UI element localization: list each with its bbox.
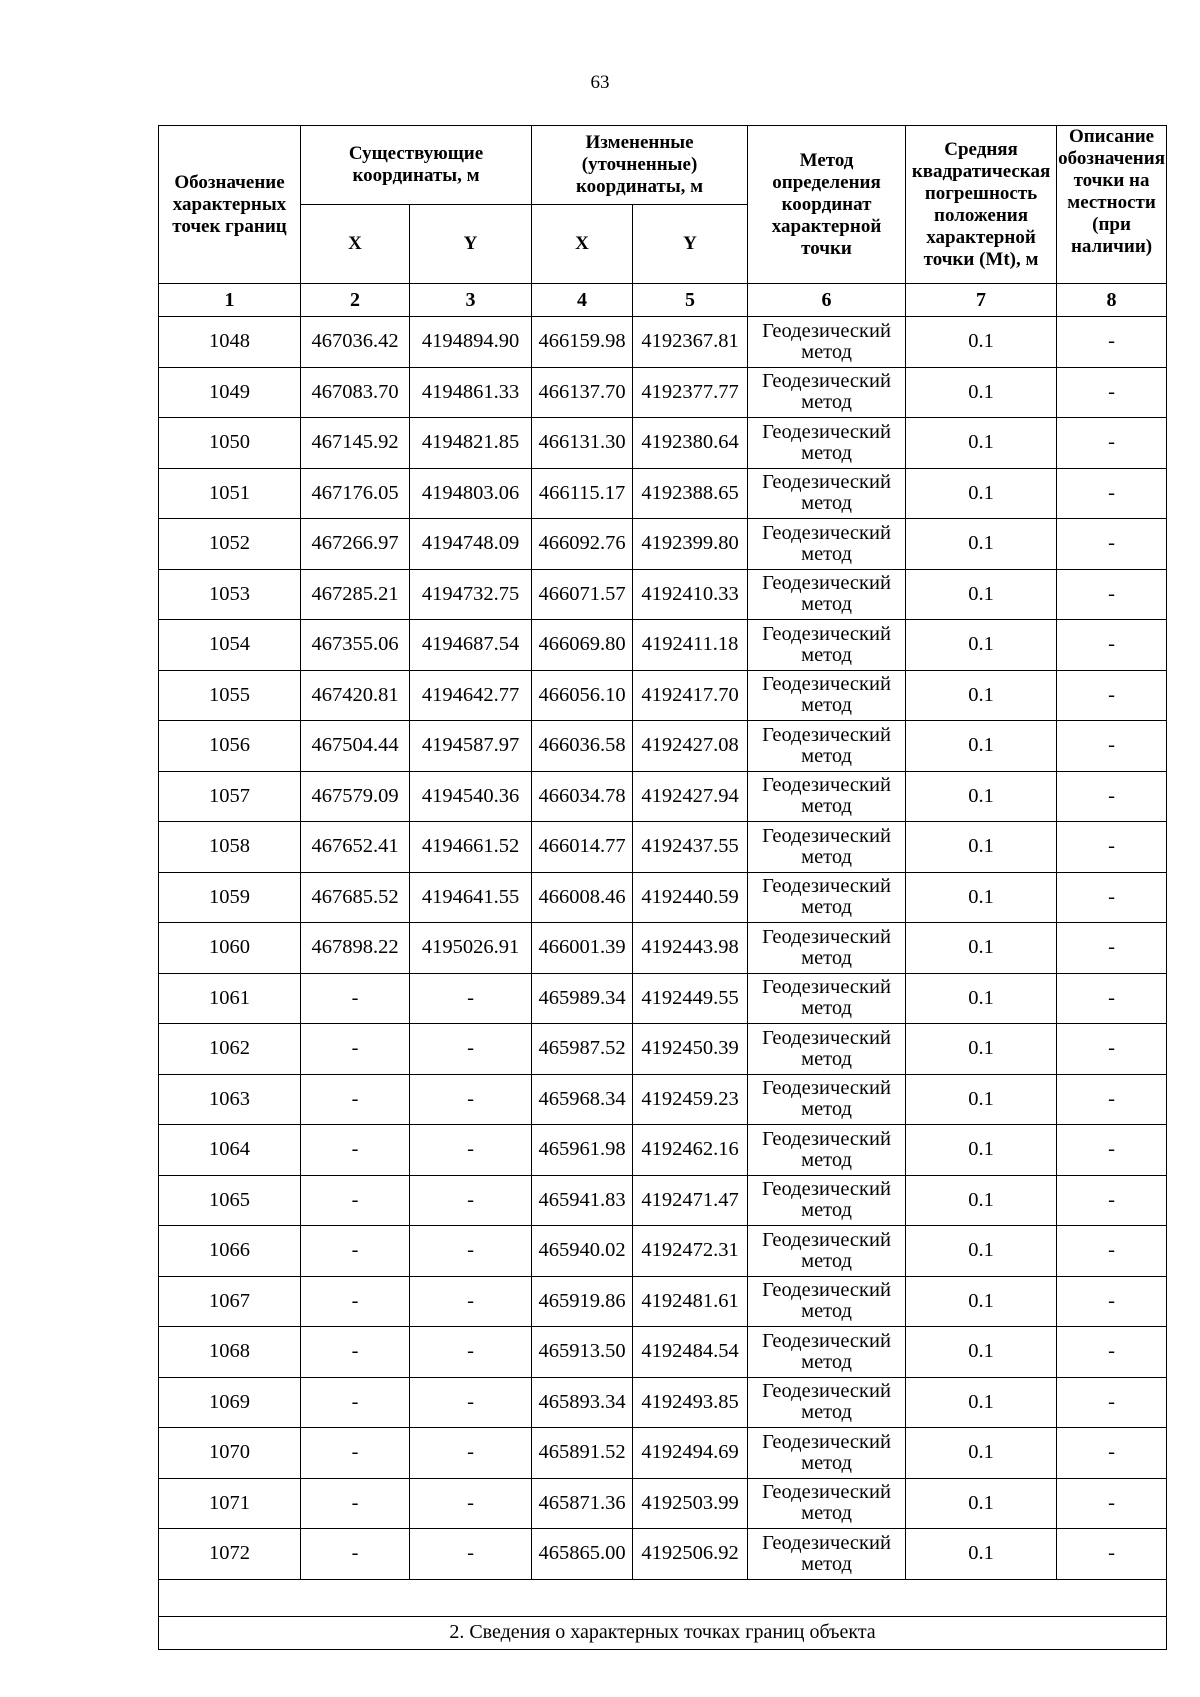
cell-error: 0.1 [906, 1478, 1057, 1529]
cell-point: 1060 [159, 923, 301, 974]
table-row [159, 1125, 1167, 1176]
cell-changed-x: 466056.10 [532, 670, 633, 721]
cell-error: 0.1 [906, 822, 1057, 873]
cell-changed-y: 4192427.08 [633, 721, 748, 772]
cell-method: Геодезический метод [748, 1276, 906, 1327]
cell-existing-y: - [410, 1478, 532, 1529]
cell-point: 1051 [159, 468, 301, 519]
header-error [906, 126, 1057, 284]
page-number: 63 [590, 72, 610, 93]
cell-error: 0.1 [906, 1377, 1057, 1428]
header-y1: Y [410, 205, 532, 284]
cell-description: - [1057, 923, 1167, 974]
cell-method: Геодезический метод [748, 872, 906, 923]
cell-changed-y: 4192380.64 [633, 418, 748, 469]
cell-changed-x: 465893.34 [532, 1377, 633, 1428]
cell-description: - [1057, 468, 1167, 519]
cell-existing-y: - [410, 1327, 532, 1378]
cell-existing-y: 4194587.97 [410, 721, 532, 772]
empty-cell [159, 1579, 1167, 1616]
cell-error: 0.1 [906, 367, 1057, 418]
cell-changed-x: 465989.34 [532, 973, 633, 1024]
cell-description: - [1057, 1428, 1167, 1479]
cell-changed-x: 466008.46 [532, 872, 633, 923]
cell-existing-x: 467685.52 [301, 872, 410, 923]
table-row [159, 1478, 1167, 1529]
cell-existing-x: 467504.44 [301, 721, 410, 772]
boundary-points-table [158, 125, 1167, 1650]
cell-changed-y: 4192399.80 [633, 519, 748, 570]
header-x1: X [301, 205, 410, 284]
cell-existing-y: 4194641.55 [410, 872, 532, 923]
cell-method: Геодезический метод [748, 1175, 906, 1226]
cell-method: Геодезический метод [748, 1529, 906, 1580]
cell-existing-x: 467083.70 [301, 367, 410, 418]
cell-changed-x: 465941.83 [532, 1175, 633, 1226]
cell-existing-x: - [301, 973, 410, 1024]
cell-existing-y: - [410, 1125, 532, 1176]
cell-changed-x: 465968.34 [532, 1074, 633, 1125]
cell-changed-y: 4192503.99 [633, 1478, 748, 1529]
cell-changed-x: 466069.80 [532, 620, 633, 671]
cell-changed-x: 466071.57 [532, 569, 633, 620]
cell-existing-x: - [301, 1074, 410, 1125]
cell-method: Геодезический метод [748, 1024, 906, 1075]
cell-existing-x: - [301, 1125, 410, 1176]
table-row [159, 1327, 1167, 1378]
cell-existing-y: - [410, 973, 532, 1024]
table-row [159, 1428, 1167, 1479]
cell-changed-x: 466092.76 [532, 519, 633, 570]
table-row [159, 923, 1167, 974]
cell-description: - [1057, 973, 1167, 1024]
header-x2: X [532, 205, 633, 284]
cell-point: 1056 [159, 721, 301, 772]
header-row-main [159, 126, 1167, 205]
table-row [159, 317, 1167, 368]
table-row [159, 1024, 1167, 1075]
cell-error: 0.1 [906, 1276, 1057, 1327]
table-row [159, 771, 1167, 822]
cell-existing-x: 467176.05 [301, 468, 410, 519]
cell-existing-x: - [301, 1478, 410, 1529]
cell-method: Геодезический метод [748, 569, 906, 620]
cell-description: - [1057, 418, 1167, 469]
cell-method: Геодезический метод [748, 468, 906, 519]
cell-changed-y: 4192471.47 [633, 1175, 748, 1226]
cell-description: - [1057, 1276, 1167, 1327]
cell-existing-y: - [410, 1529, 532, 1580]
cell-changed-y: 4192506.92 [633, 1529, 748, 1580]
cell-existing-y: 4194642.77 [410, 670, 532, 721]
table-row [159, 670, 1167, 721]
cell-existing-y: 4194540.36 [410, 771, 532, 822]
cell-existing-x: 467145.92 [301, 418, 410, 469]
cell-method: Геодезический метод [748, 1428, 906, 1479]
header-method-label: Метод определения координат характерной точки [771, 149, 882, 259]
table-row [159, 822, 1167, 873]
cell-existing-x: 467420.81 [301, 670, 410, 721]
cell-changed-y: 4192367.81 [633, 317, 748, 368]
cell-changed-y: 4192377.77 [633, 367, 748, 418]
cell-error: 0.1 [906, 1074, 1057, 1125]
cell-error: 0.1 [906, 1529, 1057, 1580]
cell-method: Геодезический метод [748, 1478, 906, 1529]
cell-point: 1048 [159, 317, 301, 368]
cell-changed-y: 4192427.94 [633, 771, 748, 822]
cell-error: 0.1 [906, 569, 1057, 620]
column-number: 8 [1057, 284, 1167, 317]
cell-point: 1052 [159, 519, 301, 570]
cell-error: 0.1 [906, 468, 1057, 519]
cell-changed-y: 4192417.70 [633, 670, 748, 721]
cell-existing-x: - [301, 1276, 410, 1327]
cell-existing-y: 4195026.91 [410, 923, 532, 974]
cell-error: 0.1 [906, 1226, 1057, 1277]
cell-changed-y: 4192410.33 [633, 569, 748, 620]
cell-description: - [1057, 1377, 1167, 1428]
cell-point: 1049 [159, 367, 301, 418]
cell-description: - [1057, 670, 1167, 721]
header-description [1057, 126, 1167, 284]
cell-changed-y: 4192388.65 [633, 468, 748, 519]
cell-existing-y: 4194661.52 [410, 822, 532, 873]
table-row [159, 1377, 1167, 1428]
cell-existing-x: - [301, 1175, 410, 1226]
table-row [159, 1529, 1167, 1580]
table-row [159, 1175, 1167, 1226]
cell-description: - [1057, 367, 1167, 418]
cell-error: 0.1 [906, 1024, 1057, 1075]
table-row [159, 468, 1167, 519]
cell-description: - [1057, 721, 1167, 772]
cell-point: 1054 [159, 620, 301, 671]
table-row [159, 367, 1167, 418]
cell-changed-x: 465961.98 [532, 1125, 633, 1176]
cell-description: - [1057, 1125, 1167, 1176]
table-row [159, 620, 1167, 671]
cell-method: Геодезический метод [748, 367, 906, 418]
cell-point: 1071 [159, 1478, 301, 1529]
cell-description: - [1057, 1074, 1167, 1125]
cell-existing-y: - [410, 1276, 532, 1327]
column-number: 4 [532, 284, 633, 317]
table-row [159, 519, 1167, 570]
cell-existing-x: 467579.09 [301, 771, 410, 822]
header-point-label: Обозначение характерных точек границ [172, 171, 287, 237]
cell-method: Геодезический метод [748, 973, 906, 1024]
cell-existing-y: - [410, 1428, 532, 1479]
cell-description: - [1057, 872, 1167, 923]
cell-error: 0.1 [906, 1125, 1057, 1176]
cell-changed-x: 466131.30 [532, 418, 633, 469]
cell-point: 1055 [159, 670, 301, 721]
cell-method: Геодезический метод [748, 418, 906, 469]
cell-changed-y: 4192472.31 [633, 1226, 748, 1277]
cell-changed-x: 466034.78 [532, 771, 633, 822]
cell-existing-y: - [410, 1226, 532, 1277]
cell-existing-y: - [410, 1377, 532, 1428]
cell-description: - [1057, 1226, 1167, 1277]
header-description-label: Описание обозначения точки на местности (при наличии) [1058, 126, 1165, 257]
cell-point: 1059 [159, 872, 301, 923]
cell-changed-y: 4192450.39 [633, 1024, 748, 1075]
header-y2: Y [633, 205, 748, 284]
cell-changed-y: 4192494.69 [633, 1428, 748, 1479]
cell-error: 0.1 [906, 418, 1057, 469]
table-row [159, 1276, 1167, 1327]
cell-changed-x: 465891.52 [532, 1428, 633, 1479]
cell-description: - [1057, 569, 1167, 620]
header-description-clip [1057, 126, 1166, 282]
cell-existing-x: 467266.97 [301, 519, 410, 570]
cell-changed-x: 465871.36 [532, 1478, 633, 1529]
cell-existing-x: 467355.06 [301, 620, 410, 671]
cell-point: 1072 [159, 1529, 301, 1580]
cell-existing-x: - [301, 1226, 410, 1277]
cell-point: 1057 [159, 771, 301, 822]
header-error-label: Средняя квадратическая погрешность положения характерной точки (Mt), м [911, 138, 1051, 270]
header-changed-label: Измененные (уточненные) координаты, м [575, 132, 704, 197]
section-note: 2. Сведения о характерных точках границ объекта [159, 1616, 1167, 1649]
cell-point: 1069 [159, 1377, 301, 1428]
cell-description: - [1057, 317, 1167, 368]
cell-description: - [1057, 620, 1167, 671]
column-number: 1 [159, 284, 301, 317]
header-changed [532, 126, 748, 205]
cell-changed-y: 4192493.85 [633, 1377, 748, 1428]
cell-changed-y: 4192462.16 [633, 1125, 748, 1176]
cell-error: 0.1 [906, 872, 1057, 923]
cell-changed-y: 4192481.61 [633, 1276, 748, 1327]
column-number: 6 [748, 284, 906, 317]
cell-changed-y: 4192437.55 [633, 822, 748, 873]
cell-method: Геодезический метод [748, 670, 906, 721]
cell-changed-y: 4192484.54 [633, 1327, 748, 1378]
cell-point: 1066 [159, 1226, 301, 1277]
cell-method: Геодезический метод [748, 1377, 906, 1428]
cell-changed-x: 466115.17 [532, 468, 633, 519]
cell-point: 1058 [159, 822, 301, 873]
cell-changed-y: 4192440.59 [633, 872, 748, 923]
header-point [159, 126, 301, 284]
table-row [159, 1074, 1167, 1125]
cell-error: 0.1 [906, 771, 1057, 822]
column-number-row [159, 284, 1167, 317]
table-row [159, 872, 1167, 923]
cell-existing-y: 4194687.54 [410, 620, 532, 671]
cell-changed-x: 465913.50 [532, 1327, 633, 1378]
cell-point: 1065 [159, 1175, 301, 1226]
cell-existing-x: - [301, 1327, 410, 1378]
cell-changed-x: 466137.70 [532, 367, 633, 418]
cell-existing-y: - [410, 1175, 532, 1226]
cell-point: 1050 [159, 418, 301, 469]
table-row [159, 1226, 1167, 1277]
cell-description: - [1057, 822, 1167, 873]
cell-error: 0.1 [906, 620, 1057, 671]
cell-method: Геодезический метод [748, 923, 906, 974]
cell-existing-x: 467652.41 [301, 822, 410, 873]
section-note-row [159, 1616, 1167, 1649]
cell-changed-y: 4192443.98 [633, 923, 748, 974]
cell-changed-y: 4192411.18 [633, 620, 748, 671]
header-method [748, 126, 906, 284]
cell-method: Геодезический метод [748, 1125, 906, 1176]
cell-point: 1062 [159, 1024, 301, 1075]
cell-point: 1067 [159, 1276, 301, 1327]
cell-description: - [1057, 1327, 1167, 1378]
table-row [159, 569, 1167, 620]
cell-existing-x: - [301, 1428, 410, 1479]
cell-existing-x: 467898.22 [301, 923, 410, 974]
cell-method: Геодезический метод [748, 317, 906, 368]
cell-point: 1064 [159, 1125, 301, 1176]
cell-point: 1068 [159, 1327, 301, 1378]
cell-error: 0.1 [906, 1428, 1057, 1479]
cell-changed-x: 466159.98 [532, 317, 633, 368]
cell-point: 1070 [159, 1428, 301, 1479]
cell-method: Геодезический метод [748, 822, 906, 873]
cell-existing-x: 467285.21 [301, 569, 410, 620]
cell-method: Геодезический метод [748, 771, 906, 822]
cell-error: 0.1 [906, 923, 1057, 974]
cell-method: Геодезический метод [748, 620, 906, 671]
cell-changed-x: 466036.58 [532, 721, 633, 772]
cell-error: 0.1 [906, 317, 1057, 368]
cell-changed-y: 4192449.55 [633, 973, 748, 1024]
cell-description: - [1057, 1024, 1167, 1075]
cell-description: - [1057, 771, 1167, 822]
cell-description: - [1057, 1175, 1167, 1226]
cell-description: - [1057, 519, 1167, 570]
cell-existing-x: - [301, 1024, 410, 1075]
cell-changed-x: 465919.86 [532, 1276, 633, 1327]
cell-error: 0.1 [906, 670, 1057, 721]
cell-description: - [1057, 1529, 1167, 1580]
cell-error: 0.1 [906, 1175, 1057, 1226]
cell-changed-y: 4192459.23 [633, 1074, 748, 1125]
cell-point: 1061 [159, 973, 301, 1024]
cell-point: 1063 [159, 1074, 301, 1125]
cell-changed-x: 465940.02 [532, 1226, 633, 1277]
cell-existing-y: - [410, 1024, 532, 1075]
table-row [159, 973, 1167, 1024]
column-number: 3 [410, 284, 532, 317]
cell-changed-x: 466014.77 [532, 822, 633, 873]
cell-point: 1053 [159, 569, 301, 620]
cell-method: Геодезический метод [748, 1226, 906, 1277]
cell-existing-y: 4194748.09 [410, 519, 532, 570]
cell-changed-x: 465865.00 [532, 1529, 633, 1580]
cell-changed-x: 465987.52 [532, 1024, 633, 1075]
empty-row [159, 1579, 1167, 1616]
cell-method: Геодезический метод [748, 1327, 906, 1378]
cell-existing-x: - [301, 1529, 410, 1580]
cell-error: 0.1 [906, 1327, 1057, 1378]
cell-existing-y: - [410, 1074, 532, 1125]
table-row [159, 418, 1167, 469]
cell-existing-y: 4194821.85 [410, 418, 532, 469]
cell-existing-y: 4194861.33 [410, 367, 532, 418]
table-row [159, 721, 1167, 772]
cell-method: Геодезический метод [748, 519, 906, 570]
header-existing-label: Существующие координаты, м [348, 143, 484, 186]
cell-existing-y: 4194732.75 [410, 569, 532, 620]
cell-existing-y: 4194803.06 [410, 468, 532, 519]
cell-existing-y: 4194894.90 [410, 317, 532, 368]
cell-method: Геодезический метод [748, 1074, 906, 1125]
cell-method: Геодезический метод [748, 721, 906, 772]
cell-existing-x: 467036.42 [301, 317, 410, 368]
cell-error: 0.1 [906, 973, 1057, 1024]
column-number: 2 [301, 284, 410, 317]
cell-error: 0.1 [906, 519, 1057, 570]
column-number: 7 [906, 284, 1057, 317]
cell-changed-x: 466001.39 [532, 923, 633, 974]
cell-error: 0.1 [906, 721, 1057, 772]
cell-existing-x: - [301, 1377, 410, 1428]
column-number: 5 [633, 284, 748, 317]
cell-description: - [1057, 1478, 1167, 1529]
header-existing [301, 126, 532, 205]
